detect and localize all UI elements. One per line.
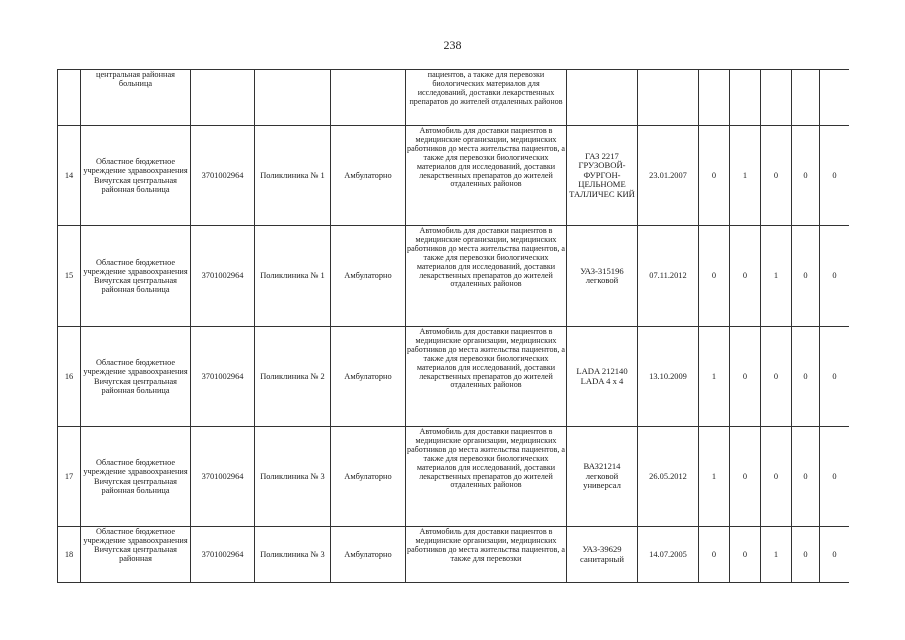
cell-count-1: 1 bbox=[699, 327, 730, 427]
cell-date: 26.05.2012 bbox=[638, 427, 699, 527]
table-row bbox=[58, 427, 850, 527]
cell-description: Автомобиль для доставки пациентов в медицинские организации, медицинских работников до места жительства пациентов, а также для перевозки биологических материалов для исследований, доставки лекарственных препаратов до жителей отдаленных районов bbox=[406, 327, 567, 427]
table-row bbox=[58, 126, 850, 226]
cell-inn: 3701002964 bbox=[191, 427, 255, 527]
cell-description: Автомобиль для доставки пациентов в медицинские организации, медицинских работников до места жительства пациентов, а также для перевозки биологических материалов для исследований, доставки лекарственных препаратов до жителей отдаленных районов bbox=[406, 226, 567, 327]
cell-inn: 3701002964 bbox=[191, 226, 255, 327]
cell-inn bbox=[191, 70, 255, 126]
cell-count-1: 1 bbox=[699, 427, 730, 527]
cell-num: 15 bbox=[58, 226, 81, 327]
cell-inn: 3701002964 bbox=[191, 527, 255, 583]
vehicle-table-container bbox=[57, 69, 849, 584]
cell-org: Областное бюджетное учреждение здравоохранения Вичугская центральная районная больница bbox=[81, 427, 191, 527]
cell-count-4: 0 bbox=[792, 126, 820, 226]
cell-division: Поликлиника № 1 bbox=[255, 226, 331, 327]
cell-date: 13.10.2009 bbox=[638, 327, 699, 427]
cell-date: 14.07.2005 bbox=[638, 527, 699, 583]
cell-division bbox=[255, 70, 331, 126]
cell-date: 07.11.2012 bbox=[638, 226, 699, 327]
cell-count-3 bbox=[761, 70, 792, 126]
cell-count-1: 0 bbox=[699, 226, 730, 327]
cell-vehicle: УАЗ-315196 легковой bbox=[567, 226, 638, 327]
cell-care-type: Амбулаторно bbox=[331, 427, 406, 527]
table-row-partial-top bbox=[58, 70, 850, 126]
cell-care-type: Амбулаторно bbox=[331, 126, 406, 226]
cell-vehicle bbox=[567, 70, 638, 126]
cell-care-type: Амбулаторно bbox=[331, 327, 406, 427]
cell-care-type: Амбулаторно bbox=[331, 226, 406, 327]
cell-date: 23.01.2007 bbox=[638, 126, 699, 226]
cell-description: Автомобиль для доставки пациентов в медицинские организации, медицинских работников до места жительства пациентов, а также для перевозки биологических материалов для исследований, доставки лекарственных препаратов до жителей отдаленных районов bbox=[406, 427, 567, 527]
cell-inn: 3701002964 bbox=[191, 327, 255, 427]
cell-count-2: 0 bbox=[730, 327, 761, 427]
cell-care-type bbox=[331, 70, 406, 126]
cell-count-2 bbox=[730, 70, 761, 126]
cell-count-2: 1 bbox=[730, 126, 761, 226]
vehicle-type: LADA 4 x 4 bbox=[580, 375, 624, 386]
cell-count-2: 0 bbox=[730, 527, 761, 583]
cell-count-2: 0 bbox=[730, 427, 761, 527]
cell-count-4: 0 bbox=[792, 327, 820, 427]
cell-vehicle bbox=[567, 327, 638, 427]
cell-count-3: 0 bbox=[761, 327, 792, 427]
cell-num: 14 bbox=[58, 126, 81, 226]
cell-count-4 bbox=[792, 70, 820, 126]
cell-date bbox=[638, 70, 699, 126]
vehicle-table bbox=[57, 69, 849, 583]
table-row bbox=[58, 226, 850, 327]
cell-num: 17 bbox=[58, 427, 81, 527]
cell-org: Областное бюджетное учреждение здравоохранения Вичугская центральная районная больница bbox=[81, 126, 191, 226]
cell-description: Автомобиль для доставки пациентов в медицинские организации, медицинских работников до места жительства пациентов, а также для перевозки bbox=[406, 527, 567, 583]
cell-count-4: 0 bbox=[792, 527, 820, 583]
cell-num bbox=[58, 70, 81, 126]
cell-org: Областное бюджетное учреждение здравоохранения Вичугская центральная районная больница bbox=[81, 327, 191, 427]
cell-count-2: 0 bbox=[730, 226, 761, 327]
cell-vehicle: ГАЗ 2217 ГРУЗОВОЙ-ФУРГОН-ЦЕЛЬНОМЕ ТАЛЛИЧЕС КИЙ bbox=[567, 126, 638, 226]
cell-vehicle: ВАЗ21214 легковой универсал bbox=[567, 427, 638, 527]
cell-count-1: 0 bbox=[699, 126, 730, 226]
cell-org: центральная районная больница bbox=[81, 70, 191, 126]
cell-count-3: 1 bbox=[761, 226, 792, 327]
cell-count-5 bbox=[820, 70, 850, 126]
cell-num: 16 bbox=[58, 327, 81, 427]
cell-care-type: Амбулаторно bbox=[331, 527, 406, 583]
cell-division: Поликлиника № 1 bbox=[255, 126, 331, 226]
table-row-partial-bottom bbox=[58, 527, 850, 583]
cell-count-3: 1 bbox=[761, 527, 792, 583]
cell-count-3: 0 bbox=[761, 126, 792, 226]
cell-count-5: 0 bbox=[820, 427, 850, 527]
vehicle-model: LADA 212140 bbox=[576, 366, 628, 377]
cell-count-4: 0 bbox=[792, 427, 820, 527]
cell-count-5: 0 bbox=[820, 327, 850, 427]
cell-description: пациентов, а также для перевозки биологических материалов для исследований, доставки лекарственных препаратов до жителей отдаленных районов bbox=[406, 70, 567, 126]
cell-count-4: 0 bbox=[792, 226, 820, 327]
page-number: 238 bbox=[443, 38, 462, 52]
cell-count-1 bbox=[699, 70, 730, 126]
cell-org: Областное бюджетное учреждение здравоохранения Вичугская центральная районная больница bbox=[81, 226, 191, 327]
cell-org: Областное бюджетное учреждение здравоохранения Вичугская центральная районная bbox=[81, 527, 191, 583]
cell-division: Поликлиника № 2 bbox=[255, 327, 331, 427]
cell-division: Поликлиника № 3 bbox=[255, 527, 331, 583]
cell-count-1: 0 bbox=[699, 527, 730, 583]
cell-count-5: 0 bbox=[820, 226, 850, 327]
cell-count-5: 0 bbox=[820, 126, 850, 226]
cell-inn: 3701002964 bbox=[191, 126, 255, 226]
cell-count-5: 0 bbox=[820, 527, 850, 583]
cell-num: 18 bbox=[58, 527, 81, 583]
cell-division: Поликлиника № 3 bbox=[255, 427, 331, 527]
table-row bbox=[58, 327, 850, 427]
cell-count-3: 0 bbox=[761, 427, 792, 527]
cell-vehicle: УАЗ-39629 санитарный bbox=[567, 527, 638, 583]
cell-description: Автомобиль для доставки пациентов в медицинские организации, медицинских работников до места жительства пациентов, а также для перевозки биологических материалов для исследований, доставки лекарственных препаратов до жителей отдаленных районов bbox=[406, 126, 567, 226]
